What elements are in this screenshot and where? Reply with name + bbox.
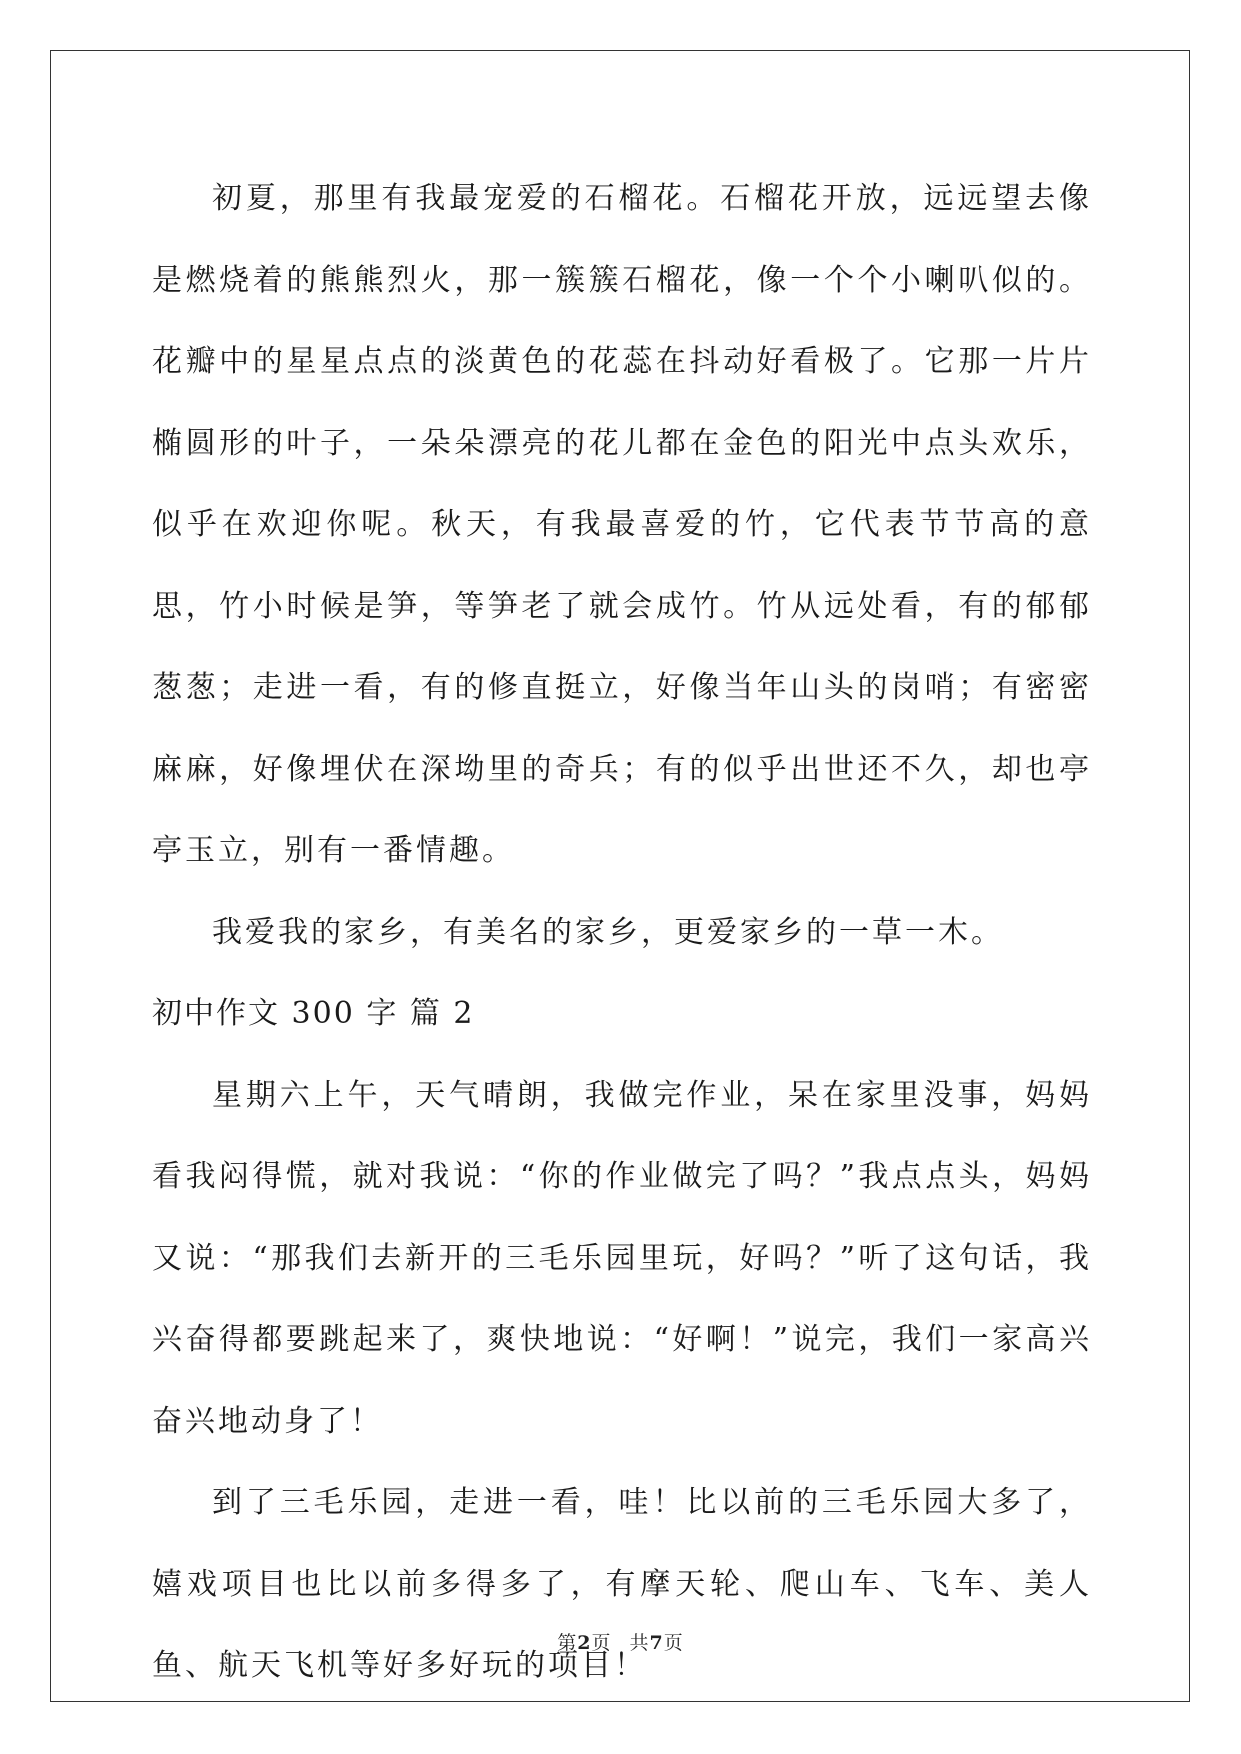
section-heading: 初中作文 300 字 篇 2 bbox=[152, 996, 475, 1031]
paragraph-love-hometown: 我爱我的家乡，有美名的家乡，更爱家乡的一草一木。 bbox=[212, 914, 1004, 950]
total-suffix: 页 bbox=[663, 1632, 684, 1654]
page-current: 2 bbox=[577, 1632, 592, 1654]
page-footer bbox=[0, 1628, 1241, 1655]
page-suffix: 页 bbox=[591, 1632, 612, 1654]
total-prefix: 共 bbox=[629, 1632, 650, 1654]
document-body bbox=[152, 158, 1092, 1707]
page-total: 7 bbox=[649, 1632, 664, 1654]
paragraph-pomegranate-bamboo: 初夏，那里有我最宠爱的石榴花。石榴花开放，远远望去像是燃烧着的熊熊烈火，那一簇簇石榴花，像一个个小喇叭似的。花瓣中的星星点点的淡黄色的花蕊在抖动好看极了。它那一片片椭圆形的叶子，一朵朵漂亮的花儿都在金色的阳光中点头欢乐，似乎在欢迎你呢。秋天，有我最喜爱的竹，它代表节节高的意思，竹小时候是笋，等笋老了就会成竹。竹从远处看，有的郁郁葱葱；走进一看，有的修直挺立，好像当年山头的岗哨；有密密麻麻，好像埋伏在深坳里的奇兵；有的似乎出世还不久，却也亭亭玉立，别有一番情趣。 bbox=[152, 181, 1092, 868]
paragraph-sanmao-park: 到了三毛乐园，走进一看，哇！比以前的三毛乐园大多了，嬉戏项目也比以前多得多了，有摩天轮、爬山车、飞车、美人鱼、航天飞机等好多好玩的项目！ bbox=[152, 1485, 1092, 1683]
page-prefix: 第 bbox=[557, 1632, 578, 1654]
paragraph-saturday-morning: 星期六上午，天气晴朗，我做完作业，呆在家里没事，妈妈看我闷得慌，就对我说：“你的作业做完了吗？”我点点头，妈妈又说：“那我们去新开的三毛乐园里玩，好吗？”听了这句话，我兴奋得都要跳起来了，爽快地说：“好啊！”说完，我们一家高兴奋兴地动身了！ bbox=[152, 1077, 1092, 1439]
